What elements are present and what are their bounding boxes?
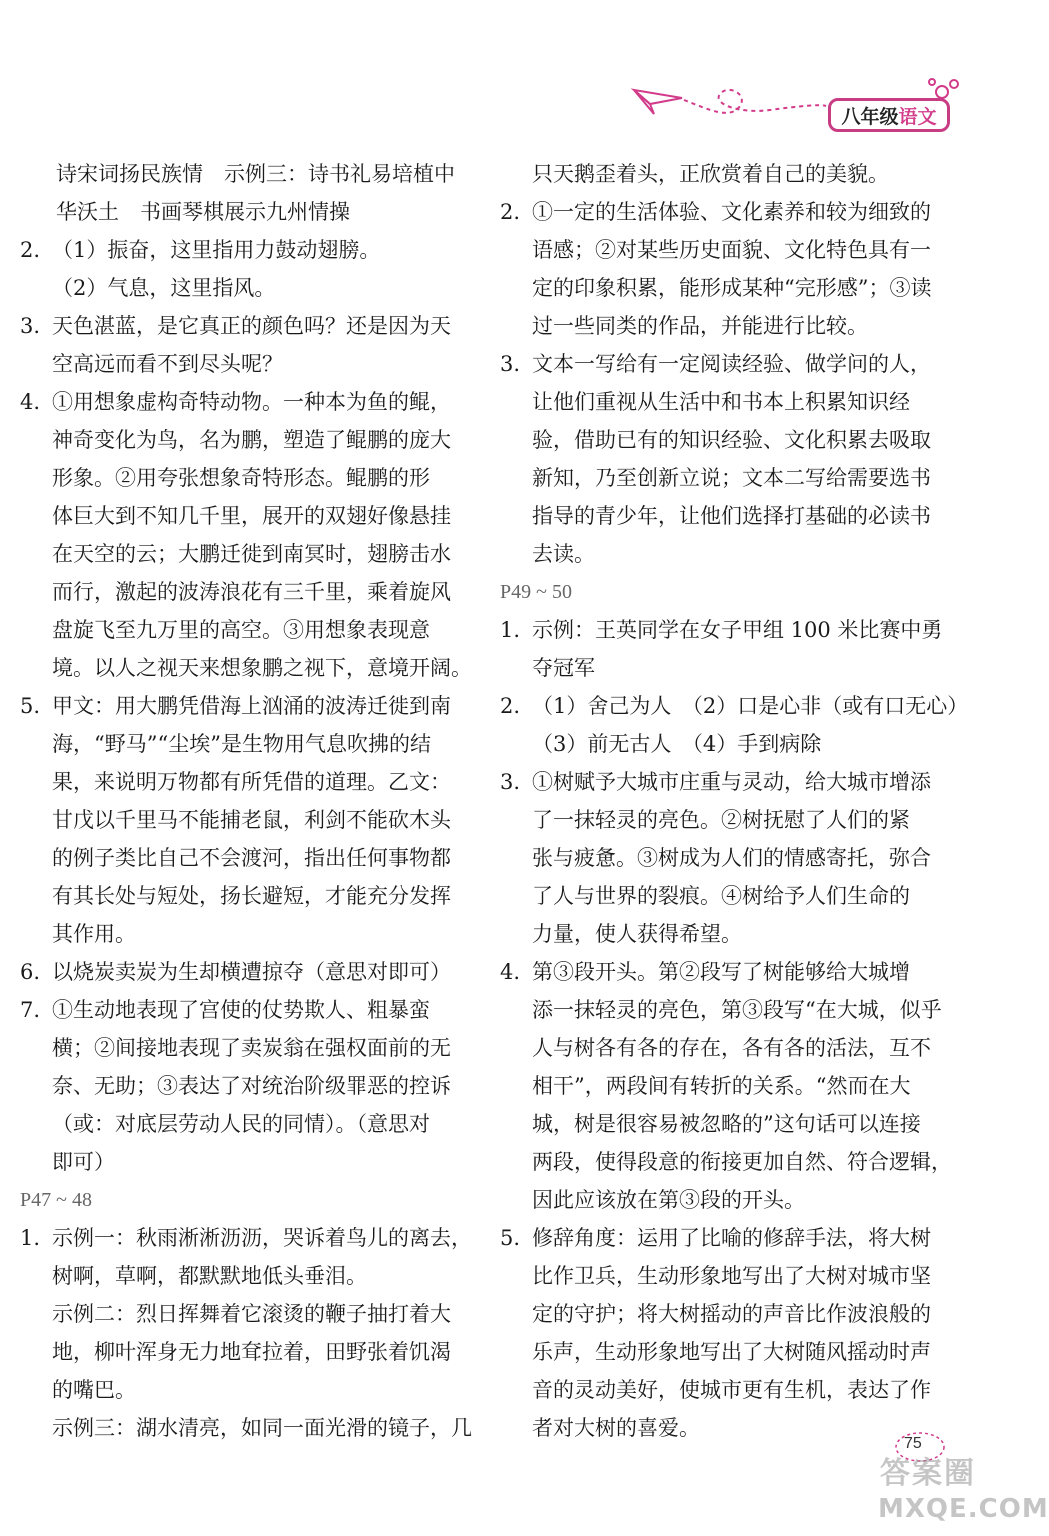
answer-line <box>20 155 472 193</box>
answer-line <box>20 725 472 763</box>
answer-text: 张与疲惫。③树成为人们的情感寄托，弥合 <box>532 846 931 870</box>
answer-text: 过一些同类的作品，并能进行比较。 <box>532 314 868 338</box>
answer-line <box>500 459 960 497</box>
answer-text: （1）舍己为人 （2）口是心非（或有口无心） <box>532 694 969 718</box>
answer-text: 示例三：湖水清亮，如同一面光滑的镜子，几 <box>52 1416 472 1440</box>
answer-line <box>500 687 969 725</box>
answer-text: 地，柳叶浑身无力地耷拉着，田野张着饥渴 <box>52 1340 451 1364</box>
answer-text: 诗宋词扬民族情 示例三：诗书礼易培植中 <box>56 162 455 186</box>
answer-text: 了人与世界的裂痕。④树给予人们生命的 <box>532 884 910 908</box>
answer-text: 天色湛蓝，是它真正的颜色吗？还是因为天 <box>52 314 451 338</box>
question-number: 1. <box>20 1226 41 1250</box>
watermark-line1: 答案圈 <box>880 1456 976 1491</box>
answer-text: 定的印象积累，能形成某种“完形感”；③读 <box>532 276 932 300</box>
question-number: 5. <box>20 694 41 718</box>
question-number: 6. <box>20 960 41 984</box>
answer-line <box>20 839 472 877</box>
answer-text: 验，借助已有的知识经验、文化积累去吸取 <box>532 428 931 452</box>
answer-text: 第③段开头。第②段写了树能够给大城增 <box>532 960 910 984</box>
answer-line <box>500 763 960 801</box>
answer-text: ①一定的生活体验、文化素养和较为细致的 <box>532 200 931 224</box>
answer-line <box>500 155 960 193</box>
answer-line <box>20 1333 472 1371</box>
answer-line <box>20 1143 472 1181</box>
answer-line <box>20 535 472 573</box>
grade-subject-badge <box>828 98 950 132</box>
question-number: 3. <box>20 314 41 338</box>
answer-line <box>500 991 960 1029</box>
answer-text: 相干”，两段间有转折的关系。“然而在大 <box>532 1074 911 1098</box>
answer-line <box>500 1219 960 1257</box>
answer-text: （2）气息，这里指风。 <box>52 276 276 300</box>
answer-line <box>500 1143 960 1181</box>
subject-label: 语文 <box>898 105 937 128</box>
answer-line <box>20 801 472 839</box>
answer-line <box>20 1067 472 1105</box>
answer-text: 示例二：烈日挥舞着它滚烫的鞭子抽打着大 <box>52 1302 451 1326</box>
answer-line <box>20 1371 472 1409</box>
answer-line <box>20 915 472 953</box>
answer-text: 去读。 <box>532 542 595 566</box>
answer-text: 的嘴巴。 <box>52 1378 136 1402</box>
answer-line <box>500 953 960 991</box>
question-number: 4. <box>20 390 41 414</box>
answer-text: 文本一写给有一定阅读经验、做学问的人， <box>532 352 931 376</box>
answer-line <box>500 497 960 535</box>
answer-text: ①生动地表现了宫使的仗势欺人、粗暴蛮 <box>52 998 430 1022</box>
answer-text: ①用想象虚构奇特动物。一种本为鱼的鲲， <box>52 390 451 414</box>
answer-text: 示例：王英同学在女子甲组 100 米比赛中勇 <box>532 618 943 642</box>
answer-text: 在天空的云；大鹏迁徙到南冥时，翅膀击水 <box>52 542 451 566</box>
right-column <box>500 155 969 1447</box>
answer-line <box>20 345 472 383</box>
answer-text: （1）振奋，这里指用力鼓动翅膀。 <box>52 238 381 262</box>
answer-line <box>500 383 960 421</box>
answer-line <box>20 649 472 687</box>
answer-line <box>500 269 960 307</box>
answer-text: 指导的青少年，让他们选择打基础的必读书 <box>532 504 931 528</box>
answer-text: 添一抹轻灵的亮色，第③段写“在大城，似乎 <box>532 998 942 1022</box>
answer-text: 语感；②对某些历史面貌、文化特色具有一 <box>532 238 931 262</box>
answer-line <box>500 231 960 269</box>
answer-text: 形象。②用夸张想象奇特形态。鲲鹏的形 <box>52 466 430 490</box>
answer-text: 即可） <box>52 1150 115 1174</box>
question-number: 3. <box>500 770 521 794</box>
question-number: 4. <box>500 960 521 984</box>
question-number: 2. <box>500 694 521 718</box>
answer-text: 者对大树的喜爱。 <box>532 1416 700 1440</box>
answer-line <box>500 345 960 383</box>
answer-text: 甘戊以千里马不能捕老鼠，利剑不能砍木头 <box>52 808 451 832</box>
answer-text: 境。以人之视天来想象鹏之视下，意境开阔。 <box>52 656 472 680</box>
answer-line <box>500 421 960 459</box>
answer-line <box>20 307 472 345</box>
answer-line <box>20 421 472 459</box>
answer-text: 果，来说明万物都有所凭借的道理。乙文： <box>52 770 451 794</box>
question-number: 3. <box>500 352 521 376</box>
answer-line <box>20 497 472 535</box>
answer-text: 盘旋飞至九万里的高空。③用想象表现意 <box>52 618 430 642</box>
answer-line <box>20 1257 472 1295</box>
answer-text: 横；②间接地表现了卖炭翁在强权面前的无 <box>52 1036 451 1060</box>
answer-text: 修辞角度：运用了比喻的修辞手法，将大树 <box>532 1226 931 1250</box>
answer-line <box>500 649 960 687</box>
answer-line <box>20 459 472 497</box>
answer-text: 的例子类比自己不会渡河，指出任何事物都 <box>52 846 451 870</box>
answer-text: 夺冠军 <box>532 656 595 680</box>
answer-line <box>20 991 472 1029</box>
answer-line <box>500 801 960 839</box>
answer-line <box>20 573 472 611</box>
answer-text: 海，“野马”“尘埃”是生物用气息吹拂的结 <box>52 732 431 756</box>
answer-line <box>20 953 472 991</box>
answer-text: 示例一：秋雨淅淅沥沥，哭诉着鸟儿的离去， <box>52 1226 472 1250</box>
answer-text: 华沃土 书画琴棋展示九州情操 <box>56 200 350 224</box>
answer-text: 其作用。 <box>52 922 136 946</box>
answer-line <box>20 1029 472 1067</box>
answer-text: 因此应该放在第③段的开头。 <box>532 1188 805 1212</box>
answer-text: 甲文：用大鹏凭借海上汹涌的波涛迁徙到南 <box>52 694 451 718</box>
answer-line <box>500 877 960 915</box>
answer-text: 比作卫兵，生动形象地写出了大树对城市坚 <box>532 1264 931 1288</box>
answer-line <box>500 915 960 953</box>
answer-text: 力量，使人获得希望。 <box>532 922 742 946</box>
answer-line <box>500 1181 960 1219</box>
answer-line <box>20 1409 472 1447</box>
left-column <box>20 155 472 1447</box>
answer-line <box>20 231 472 269</box>
answer-text: 有其长处与短处，扬长避短，才能充分发挥 <box>52 884 451 908</box>
answer-text: （3）前无古人 （4）手到病除 <box>532 732 822 756</box>
answer-line <box>500 1257 960 1295</box>
answer-line <box>20 611 472 649</box>
answer-text: 空高远而看不到尽头呢？ <box>52 352 283 376</box>
grade-label: 八年级 <box>841 105 899 128</box>
answer-line <box>20 269 472 307</box>
answer-line <box>500 839 960 877</box>
answer-line <box>500 1029 960 1067</box>
question-number: 2. <box>20 238 41 262</box>
answer-line <box>500 1333 960 1371</box>
question-number: 7. <box>20 998 41 1022</box>
answer-text: 以烧炭卖炭为生却横遭掠夺（意思对即可） <box>52 960 451 984</box>
question-number: 5. <box>500 1226 521 1250</box>
answer-line <box>500 535 960 573</box>
answer-text: 体巨大到不知几千里，展开的双翅好像悬挂 <box>52 504 451 528</box>
answer-text: 两段，使得段意的衔接更加自然、符合逻辑， <box>532 1150 952 1174</box>
section-heading: P49 ~ 50 <box>500 581 572 603</box>
answer-text: 人与树各有各的存在，各有各的活法，互不 <box>532 1036 931 1060</box>
answer-line <box>20 193 472 231</box>
answer-text: 城，树是很容易被忽略的”这句话可以连接 <box>532 1112 921 1136</box>
answer-text: 树啊，草啊，都默默地低头垂泪。 <box>52 1264 367 1288</box>
answer-line <box>20 1105 472 1143</box>
answer-line <box>500 1295 960 1333</box>
section-heading: P47 ~ 48 <box>20 1189 92 1211</box>
page-number: 75 <box>904 1435 922 1452</box>
answer-text: 音的灵动美好，使城市更有生机，表达了作 <box>532 1378 931 1402</box>
answer-text: ①树赋予大城市庄重与灵动，给大城市增添 <box>532 770 931 794</box>
watermark-logo <box>872 1428 1049 1528</box>
answer-line <box>500 611 960 649</box>
answer-text: 只天鹅歪着头，正欣赏着自己的美貌。 <box>532 162 889 186</box>
answer-line <box>500 1067 960 1105</box>
answer-line <box>20 1219 472 1257</box>
answer-line <box>20 763 472 801</box>
answer-line <box>20 383 472 421</box>
answer-line <box>500 725 960 763</box>
answer-text: 让他们重视从生活中和书本上积累知识经 <box>532 390 910 414</box>
answer-text: 乐声，生动形象地写出了大树随风摇动时声 <box>532 1340 931 1364</box>
answer-line <box>500 1105 960 1143</box>
answer-text: 定的守护；将大树摇动的声音比作波浪般的 <box>532 1302 931 1326</box>
answer-text: 新知，乃至创新立说；文本二写给需要选书 <box>532 466 931 490</box>
question-number: 1. <box>500 618 521 642</box>
answer-line <box>500 1371 960 1409</box>
answer-text: （或：对底层劳动人民的同情）。（意思对 <box>52 1112 430 1136</box>
answer-text: 奈、无助；③表达了对统治阶级罪恶的控诉 <box>52 1074 451 1098</box>
answer-line <box>20 877 472 915</box>
answer-text: 神奇变化为鸟，名为鹏，塑造了鲲鹏的庞大 <box>52 428 451 452</box>
question-number: 2. <box>500 200 521 224</box>
watermark-line2: MXQE.COM <box>878 1494 1049 1524</box>
answer-line <box>20 1295 472 1333</box>
answer-line <box>500 193 960 231</box>
answer-text: 而行，激起的波涛浪花有三千里，乘着旋风 <box>52 580 451 604</box>
answer-line <box>500 307 960 345</box>
answer-line <box>20 687 472 725</box>
answer-text: 了一抹轻灵的亮色。②树抚慰了人们的紧 <box>532 808 910 832</box>
